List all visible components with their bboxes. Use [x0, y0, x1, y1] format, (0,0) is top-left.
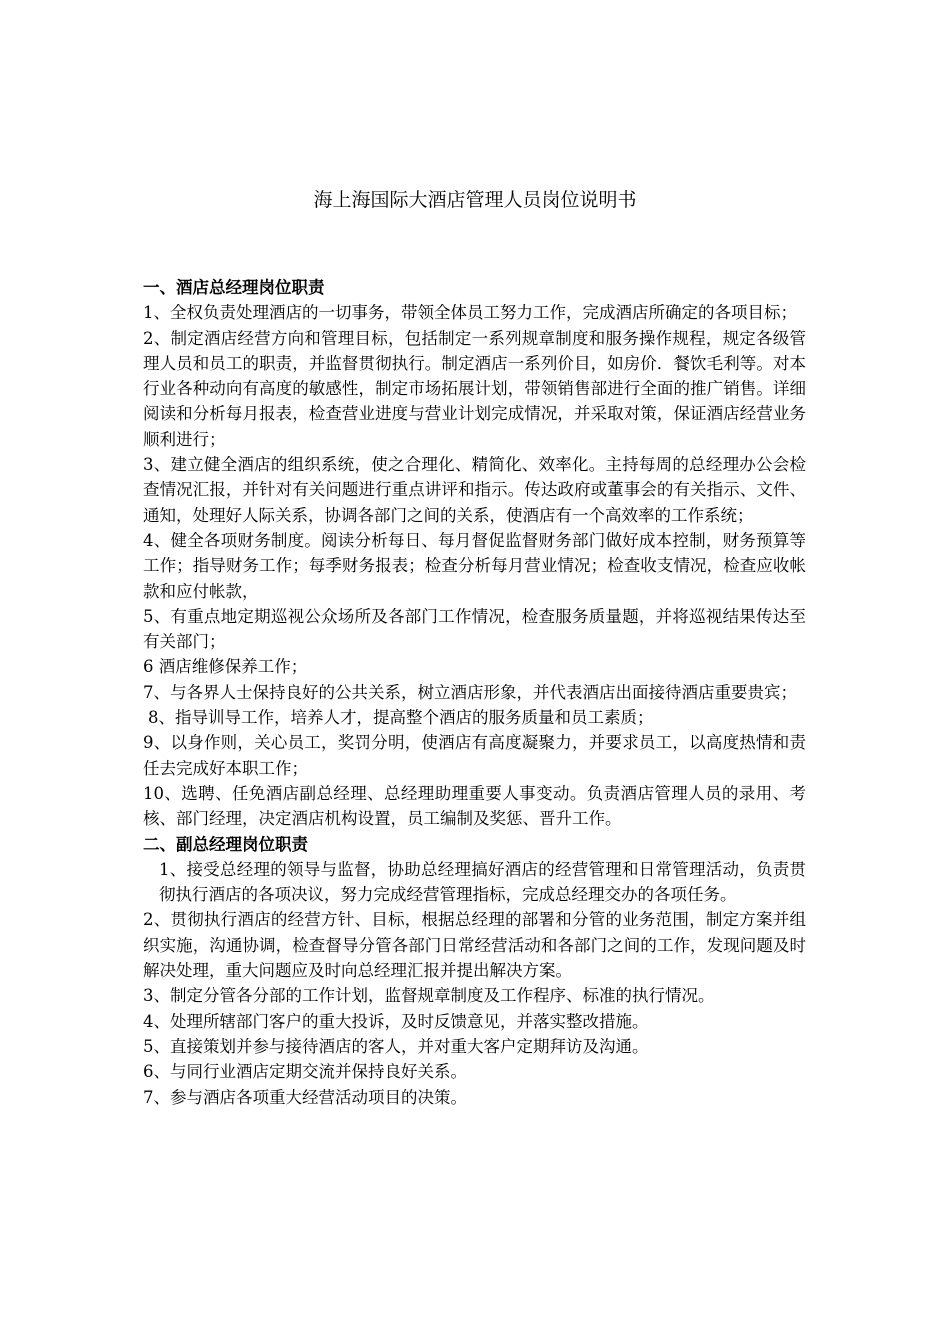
- dgm-duty-item: 7、参与酒店各项重大经营活动项目的决策。: [143, 1087, 467, 1107]
- section-heading-deputy-general-manager: 二、副总经理岗位职责: [143, 834, 308, 854]
- gm-duty-item: 8、指导训导工作，培养人才，提高整个酒店的服务质量和员工素质；: [148, 708, 654, 728]
- section-heading-general-manager: 一、酒店总经理岗位职责: [143, 278, 325, 297]
- gm-duty-item: 6 酒店维修保养工作；: [143, 657, 308, 677]
- gm-duty-item: 10、选聘、任免酒店副总经理、总经理助理重要人事变动。负责酒店管理人员的录用、考核、部门经理，决定酒店机构设置，员工编制及奖惩、晋升工作。: [143, 783, 806, 829]
- dgm-duty-item: 6、与同行业酒店定期交流并保持良好关系。: [143, 1062, 467, 1082]
- gm-duty-item: 1、全权负责处理酒店的一切事务，带领全体员工努力工作，完成酒店所确定的各项目标；: [143, 303, 797, 323]
- document-title: 海上海国际大酒店管理人员岗位说明书: [313, 189, 637, 211]
- gm-duty-item: 4、健全各项财务制度。阅读分析每日、每月督促监督财务部门做好成本控制，财务预算等工作；指导财务工作；每季财务报表；检查分析每月营业情况；检查收支情况，检查应收帐款和应付帐款，: [143, 530, 806, 601]
- gm-duty-item: 2、制定酒店经营方向和管理目标，包括制定一系列规章制度和服务操作规程，规定各级管理人员和员工的职责，并监督贯彻执行。制定酒店一系列价目，如房价．餐饮毛利等。对本行业各种动向有高度的敏感性，制定市场拓展计划，带领销售部进行全面的推广销售。详细阅读和分析每月报表，检查营业进度与营业计划完成情况，并采取对策，保证酒店经营业务顺利进行；: [143, 328, 806, 449]
- gm-duty-item: 9、以身作则，关心员工，奖罚分明，使酒店有高度凝聚力，并要求员工，以高度热情和责任去完成好本职工作；: [143, 733, 806, 778]
- gm-duty-item: 5、有重点地定期巡视公众场所及各部门工作情况，检查服务质量题，并将巡视结果传达至有关部门；: [143, 606, 806, 652]
- document-body: [143, 275, 806, 1110]
- dgm-duty-item: 2、贯彻执行酒店的经营方针、目标，根据总经理的部署和分管的业务范围，制定方案并组织实施，沟通协调，检查督导分管各部门日常经营活动和各部门之间的工作，发现问题及时解决处理，重大问题应及时向总经理汇报并提出解决方案。: [143, 910, 806, 981]
- dgm-duty-item: 3、制定分管各分部的工作计划，监督规章制度及工作程序、标准的执行情况。: [143, 986, 715, 1006]
- dgm-duty-item: 5、直接策划并参与接待酒店的客人，并对重大客户定期拜访及沟通。: [143, 1036, 649, 1056]
- gm-duty-item: 3、建立健全酒店的组织系统，使之合理化、精简化、效率化。主持每周的总经理办公会检查情况汇报，并针对有关问题进行重点讲评和指示。传达政府或董事会的有关指示、文件、通知，处理好人际关系，协调各部门之间的关系，使酒店有一个高效率的工作系统；: [143, 455, 806, 525]
- gm-duty-item: 7、与各界人士保持良好的公共关系，树立酒店形象，并代表酒店出面接待酒店重要贵宾；: [143, 682, 797, 702]
- dgm-duty-item: 4、处理所辖部门客户的重大投诉，及时反馈意见，并落实整改措施。: [143, 1011, 649, 1031]
- dgm-duty-item: 1、接受总经理的领导与监督，协助总经理搞好酒店的经营管理和日常管理活动，负责贯彻执行酒店的各项决议，努力完成经营管理指标，完成总经理交办的各项任务。: [159, 859, 806, 905]
